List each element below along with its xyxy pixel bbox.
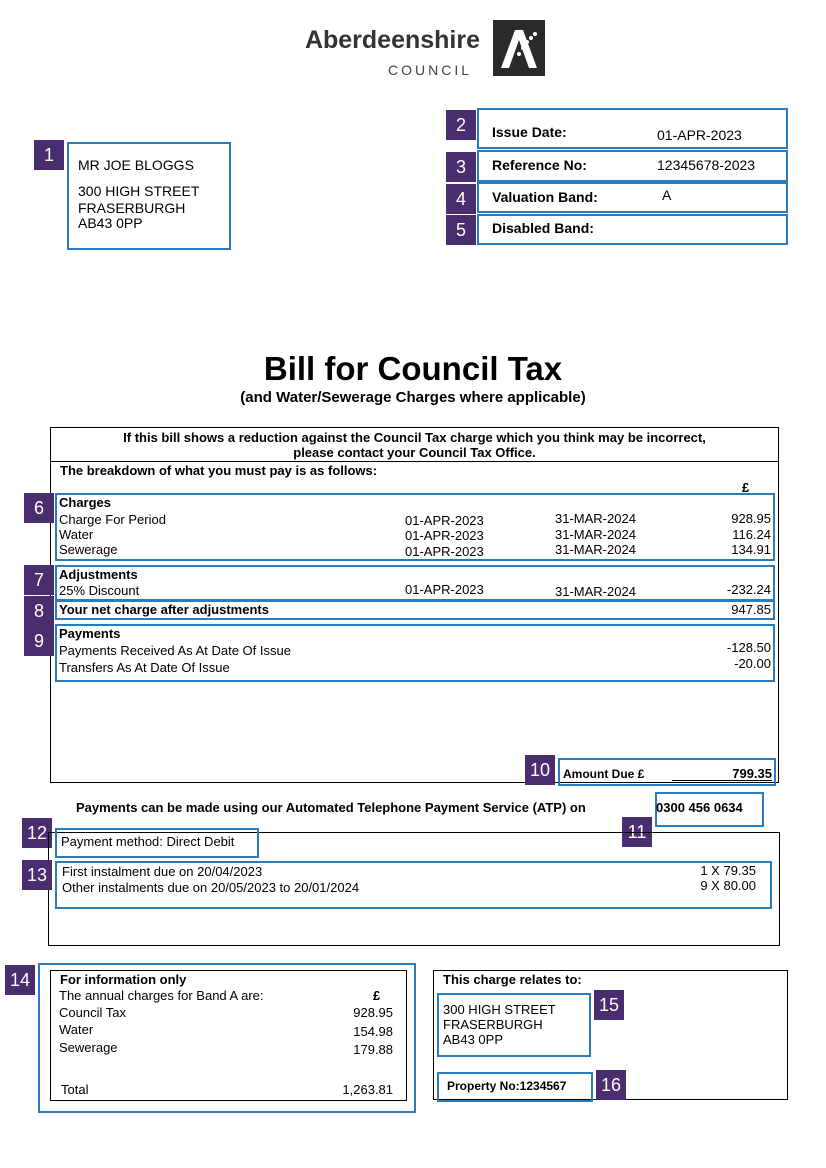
info-value-3: 179.88 — [353, 1042, 393, 1057]
notice-line2: please contact your Council Tax Office. — [293, 445, 536, 460]
info-heading: For information only — [60, 972, 187, 987]
charge-amount-3: 134.91 — [731, 542, 771, 557]
badge-10: 10 — [525, 755, 555, 785]
valuation-band-value: A — [662, 187, 672, 203]
info-total-value: 1,263.81 — [342, 1082, 393, 1097]
badge-15: 15 — [594, 990, 624, 1020]
recipient-name: MR JOE BLOGGS — [78, 157, 194, 173]
reference-value: 12345678-2023 — [657, 157, 756, 173]
payment-amount-2: -20.00 — [734, 656, 771, 671]
badge-12: 12 — [22, 818, 52, 848]
badge-11: 11 — [622, 817, 652, 847]
issue-date-box — [477, 108, 788, 149]
adjustment-label: 25% Discount — [59, 583, 140, 598]
charge-amount-2: 116.24 — [732, 527, 771, 542]
badge-5: 5 — [446, 215, 476, 245]
logo-name: Aberdeenshire — [304, 26, 480, 54]
charge-label-1: Charge For Period — [59, 512, 166, 527]
payment-label-2: Transfers As At Date Of Issue — [59, 660, 230, 675]
charge-amount-1: 928.95 — [731, 511, 771, 526]
amount-due-label: Amount Due £ — [563, 767, 645, 781]
charge-to-3: 31-MAR-2024 — [555, 542, 636, 557]
disabled-band-label: Disabled Band: — [492, 220, 594, 236]
instalment-label-1: First instalment due on 20/04/2023 — [62, 864, 263, 879]
bill-subtitle: (and Water/Sewerage Charges where applicable) — [240, 389, 586, 406]
reference-label: Reference No: — [492, 157, 587, 173]
notice-divider — [51, 461, 778, 462]
disabled-band-box — [477, 214, 788, 245]
issue-date-label: Issue Date: — [492, 124, 567, 140]
badge-7: 7 — [24, 565, 54, 595]
badge-1: 1 — [34, 140, 64, 170]
badge-9: 9 — [24, 626, 54, 656]
adjustment-to: 31-MAR-2024 — [555, 584, 636, 599]
badge-4: 4 — [446, 184, 476, 214]
payment-method: Payment method: Direct Debit — [61, 834, 235, 849]
info-label-1: Council Tax — [59, 1005, 126, 1020]
recipient-line3: AB43 0PP — [78, 215, 143, 231]
logo-a-icon — [493, 20, 545, 76]
adjustments-heading: Adjustments — [59, 567, 138, 582]
charge-to-1: 31-MAR-2024 — [555, 511, 636, 526]
notice-line1: If this bill shows a reduction against the Council Tax charge which you think may be incorrect, — [123, 430, 706, 445]
charges-heading: Charges — [59, 495, 112, 510]
net-charge-label: Your net charge after adjustments — [59, 602, 269, 617]
payment-amount-1: -128.50 — [726, 640, 771, 655]
relates-heading: This charge relates to: — [443, 972, 582, 987]
breakdown-intro: The breakdown of what you must pay is as follows: — [60, 463, 378, 478]
charge-from-3: 01-APR-2023 — [405, 544, 484, 559]
info-label-2: Water — [59, 1022, 94, 1037]
charge-label-2: Water — [59, 527, 94, 542]
payments-heading: Payments — [59, 626, 121, 641]
payment-label-1: Payments Received As At Date Of Issue — [59, 643, 291, 658]
recipient-address — [67, 142, 231, 250]
badge-14: 14 — [5, 965, 35, 995]
amount-due-value: 799.35 — [732, 766, 772, 781]
property-line2: FRASERBURGH — [443, 1017, 543, 1032]
atp-phone: 0300 456 0634 — [656, 800, 743, 815]
info-value-2: 154.98 — [353, 1024, 393, 1039]
council-logo — [288, 20, 548, 80]
recipient-line1: 300 HIGH STREET — [78, 183, 200, 199]
issue-date-value: 01-APR-2023 — [657, 127, 742, 143]
badge-2: 2 — [446, 110, 476, 140]
property-line3: AB43 0PP — [443, 1032, 503, 1047]
net-charge-amount: 947.85 — [731, 602, 771, 617]
valuation-band-label: Valuation Band: — [492, 189, 598, 205]
instalment-value-1: 1 X 79.35 — [700, 863, 756, 878]
instalment-value-2: 9 X 80.00 — [700, 878, 756, 893]
logo-mark-icon — [493, 20, 545, 76]
charge-to-2: 31-MAR-2024 — [555, 527, 636, 542]
instalment-label-2: Other instalments due on 20/05/2023 to 20/01/2024 — [62, 880, 360, 895]
charge-label-3: Sewerage — [59, 542, 118, 557]
badge-16: 16 — [596, 1070, 626, 1100]
badge-13: 13 — [22, 860, 52, 890]
info-label-3: Sewerage — [59, 1040, 118, 1055]
adjustment-amount: -232.24 — [726, 582, 771, 597]
property-number: Property No:1234567 — [447, 1079, 567, 1093]
info-total-label: Total — [61, 1082, 89, 1097]
badge-6: 6 — [24, 493, 54, 523]
charge-from-2: 01-APR-2023 — [405, 528, 484, 543]
info-subheading: The annual charges for Band A are: — [59, 988, 264, 1003]
reference-box — [477, 150, 788, 182]
badge-8: 8 — [24, 596, 54, 626]
valuation-band-box — [477, 182, 788, 213]
charge-from-1: 01-APR-2023 — [405, 513, 484, 528]
info-currency: £ — [373, 988, 381, 1003]
recipient-line2: FRASERBURGH — [78, 200, 186, 216]
currency-heading: £ — [742, 480, 750, 495]
atp-text: Payments can be made using our Automated Telephone Payment Service (ATP) on — [76, 800, 586, 815]
adjustment-from: 01-APR-2023 — [405, 582, 484, 597]
property-line1: 300 HIGH STREET — [443, 1002, 556, 1017]
bill-title: Bill for Council Tax — [263, 350, 563, 387]
logo-sub: COUNCIL — [388, 62, 473, 78]
badge-3: 3 — [446, 152, 476, 182]
info-value-1: 928.95 — [353, 1005, 393, 1020]
